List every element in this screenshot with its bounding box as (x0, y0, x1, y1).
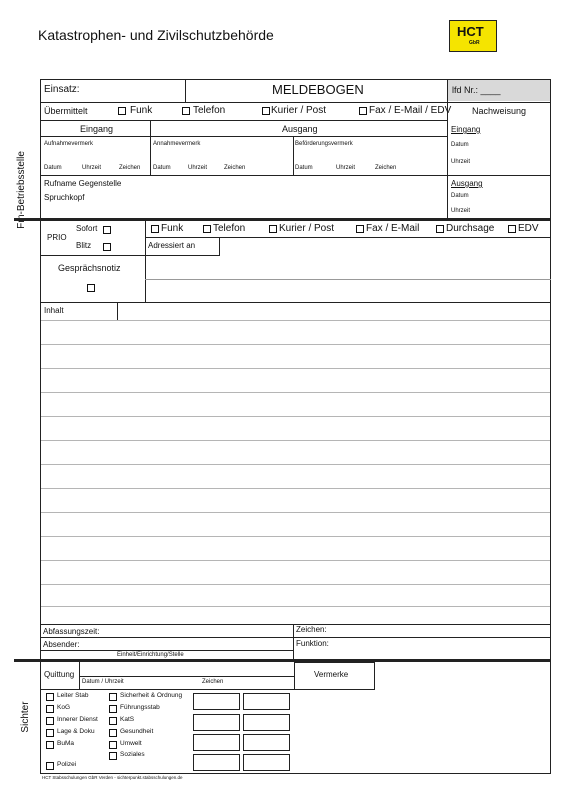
lage-doku-checkbox[interactable] (46, 729, 54, 737)
befoerderungsvermerk-label: Beförderungsvermerk (295, 141, 353, 147)
nw-eingang-label: Eingang (451, 125, 481, 134)
sicherheit-ordnung-label: Sicherheit & Ordnung (120, 692, 183, 699)
divider (40, 102, 551, 103)
divider (40, 650, 294, 651)
divider (40, 175, 447, 176)
footer-text: HCT Stabsschulungen GbR Verden - sichterpunkt.stabsschulungen.de (42, 775, 183, 780)
ruled-line (41, 584, 550, 585)
quittung-zeichen-box[interactable] (243, 754, 290, 771)
ruled-line (41, 488, 550, 489)
buma-checkbox[interactable] (46, 741, 54, 749)
quittung-zeichen-box[interactable] (243, 714, 290, 731)
einheit-label: Einheit/Einrichtung/Stelle (117, 652, 184, 658)
aufnahmevermerk-label: Aufnahmevermerk (44, 141, 94, 147)
section-divider (14, 659, 551, 662)
divider (293, 136, 294, 175)
kurier2-label: Kurier / Post (279, 223, 335, 234)
quittung-datum-box[interactable] (193, 734, 240, 751)
gesundheit-checkbox[interactable] (109, 729, 117, 737)
fax2-label: Fax / E-Mail (366, 223, 420, 234)
divider (447, 175, 551, 176)
ruled-line (41, 392, 550, 393)
kurier2-checkbox[interactable] (269, 225, 277, 233)
divider (40, 255, 146, 256)
divider (145, 221, 146, 303)
divider (145, 255, 220, 256)
quittung-label: Quittung (44, 670, 75, 679)
zeichen-label: Zeichen (119, 165, 141, 171)
datum-label: Datum (295, 165, 313, 171)
sicherheit-ordnung-checkbox[interactable] (109, 693, 117, 701)
rufname-label: Rufname Gegenstelle (44, 179, 122, 188)
polizei-checkbox[interactable] (46, 762, 54, 770)
fax-label: Fax / E-Mail / EDV (369, 105, 452, 116)
quittung-datum-box[interactable] (193, 754, 240, 771)
innerer-dienst-checkbox[interactable] (46, 717, 54, 725)
logo-text: HCT (457, 24, 484, 39)
zeichen-label: Zeichen (224, 165, 246, 171)
nw-datum-label: Datum (451, 193, 469, 199)
divider (185, 79, 186, 102)
einsatz-label: Einsatz: (44, 84, 80, 95)
frame-bottom (40, 773, 551, 774)
gespraechsnotiz-label: Gesprächsnotiz (58, 263, 121, 273)
nw-ausgang-label: Ausgang (451, 179, 483, 188)
divider (150, 120, 151, 175)
frame-right (550, 79, 551, 773)
sofort-checkbox[interactable] (103, 226, 111, 234)
blitz-checkbox[interactable] (103, 243, 111, 251)
telefon-label: Telefon (193, 105, 226, 116)
kog-checkbox[interactable] (46, 705, 54, 713)
hct-logo (449, 20, 497, 52)
polizei-label: Polizei (57, 761, 77, 768)
divider (40, 136, 447, 137)
soziales-label: Soziales (120, 751, 145, 758)
ruled-line (41, 464, 550, 465)
fax-checkbox[interactable] (359, 107, 367, 115)
divider (40, 637, 551, 638)
annahmevermerk-label: Annahmevermerk (153, 141, 201, 147)
innerer-dienst-label: Innerer Dienst (57, 716, 98, 723)
funk-label: Funk (130, 105, 153, 116)
vermerke-label: Vermerke (314, 670, 349, 679)
prio-label: PRIO (47, 233, 67, 242)
agency-title: Katastrophen- und Zivilschutzbehörde (38, 27, 274, 43)
zeichen-field-label: Zeichen: (296, 625, 327, 634)
spruchkopf-label: Spruchkopf (44, 193, 85, 202)
durchsage-checkbox[interactable] (436, 225, 444, 233)
ausgang-label: Ausgang (282, 124, 318, 134)
uhrzeit-label: Uhrzeit (82, 165, 102, 171)
divider (447, 102, 448, 218)
kurier-checkbox[interactable] (262, 107, 270, 115)
funk2-checkbox[interactable] (151, 225, 159, 233)
datum-label: Datum (153, 165, 171, 171)
leiter-stab-checkbox[interactable] (46, 693, 54, 701)
quittung-zeichen-label: Zeichen (202, 679, 224, 685)
soziales-checkbox[interactable] (109, 752, 117, 760)
ruled-line (41, 440, 550, 441)
buma-label: BuMa (57, 740, 74, 747)
datum-label: Datum (44, 165, 62, 171)
section-divider (14, 218, 551, 221)
gesundheit-label: Gesundheit (120, 728, 154, 735)
divider (145, 279, 551, 280)
nw-uhrzeit-label: Uhrzeit (451, 208, 471, 214)
fm-betriebsstelle-label: Fm-Betriebsstelle (16, 151, 27, 229)
sofort-label: Sofort (76, 224, 98, 233)
inhalt-label: Inhalt (44, 306, 64, 315)
quittung-datum-box[interactable] (193, 714, 240, 731)
absender-label: Absender: (43, 640, 80, 649)
sichter-label: Sichter (20, 701, 31, 733)
umwelt-label: Umwelt (120, 740, 142, 747)
telefon2-label: Telefon (213, 223, 246, 234)
ruled-line (41, 368, 550, 369)
kats-label: KatS (120, 716, 135, 723)
divider (447, 79, 448, 102)
divider (145, 237, 551, 238)
ruled-line (41, 536, 550, 537)
gespraechsnotiz-checkbox[interactable] (87, 284, 95, 292)
uhrzeit-label: Uhrzeit (336, 165, 356, 171)
divider (40, 689, 295, 690)
quittung-zeichen-box[interactable] (243, 693, 290, 710)
divider (117, 302, 118, 320)
divider (40, 120, 447, 121)
lage-doku-label: Lage & Doku (57, 728, 95, 735)
uhrzeit-label: Uhrzeit (188, 165, 208, 171)
umwelt-checkbox[interactable] (109, 741, 117, 749)
divider (79, 676, 295, 677)
edv-label: EDV (518, 223, 539, 234)
durchsage-label: Durchsage (446, 223, 495, 234)
ruled-line (41, 416, 550, 417)
funktion-label: Funktion: (296, 639, 329, 648)
telefon2-checkbox[interactable] (203, 225, 211, 233)
kog-label: KoG (57, 704, 71, 711)
kats-checkbox[interactable] (109, 717, 117, 725)
ruled-line (41, 606, 550, 607)
funk-checkbox[interactable] (118, 107, 126, 115)
ruled-line (41, 320, 550, 321)
datum-uhrzeit-label: Datum / Uhrzeit (82, 679, 124, 685)
eingang-label: Eingang (80, 124, 114, 134)
nachweisung-label: Nachweisung (472, 106, 527, 116)
frame-left (40, 79, 41, 773)
kurier-label: Kurier / Post (271, 105, 327, 116)
divider (293, 624, 294, 660)
quittung-zeichen-box[interactable] (243, 734, 290, 751)
abfassungszeit-label: Abfassungszeit: (43, 627, 100, 636)
ruled-line (41, 512, 550, 513)
nw-datum-label: Datum (451, 142, 469, 148)
fuehrungsstab-checkbox[interactable] (109, 705, 117, 713)
blitz-label: Blitz (76, 241, 92, 250)
fax2-checkbox[interactable] (356, 225, 364, 233)
fuehrungsstab-label: Führungsstab (120, 704, 160, 711)
logo-sub: GbR (469, 40, 480, 46)
ruled-line (41, 344, 550, 345)
ruled-line (41, 560, 550, 561)
uebermittelt-label: Übermittelt (44, 106, 88, 116)
telefon-checkbox[interactable] (182, 107, 190, 115)
quittung-datum-box[interactable] (193, 693, 240, 710)
zeichen-label: Zeichen (375, 165, 397, 171)
edv-checkbox[interactable] (508, 225, 516, 233)
lfd-nr-field[interactable]: lfd Nr.: ____ (452, 85, 501, 95)
nw-uhrzeit-label: Uhrzeit (451, 159, 471, 165)
funk2-label: Funk (161, 223, 184, 234)
form-title: MELDEBOGEN (272, 82, 364, 97)
adressiert-label: Adressiert an (148, 241, 196, 250)
divider (219, 237, 220, 255)
leiter-stab-label: Leiter Stab (57, 692, 89, 699)
